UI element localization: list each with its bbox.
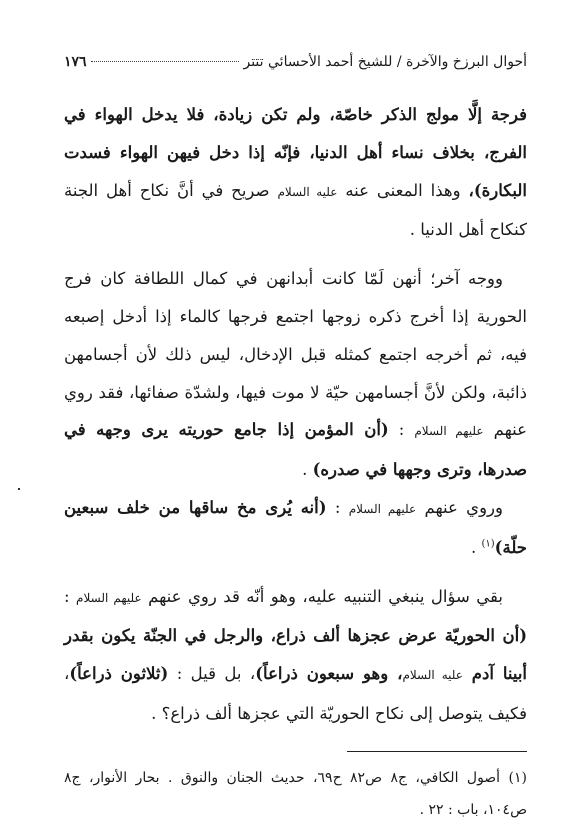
paragraph — [64, 96, 527, 249]
honorific-mark: عليهم السلام — [76, 590, 142, 605]
paragraph — [64, 489, 527, 567]
running-title: أحوال البرزخ والآخرة / للشيخ أحمد الأحسائي تتتر — [243, 54, 527, 70]
text-run: : — [64, 586, 77, 606]
main-text — [64, 96, 527, 733]
scan-speck — [18, 488, 20, 490]
text-run: صريح في أنَّ نكاح أهل الجنة كنكاح أهل الدنيا . — [64, 180, 527, 240]
paragraph — [64, 260, 527, 489]
quoted-hadith: فرجة إلَّا مولج الذكر خاصّة، ولم تكن زيادة، فلا يدخل الهواء في الفرج، بخلاف نساء أهل الدنيا، فإنّه إذا دخل فيهن الهواء فسدت البكارة)، — [64, 105, 527, 200]
paragraph — [64, 578, 527, 733]
text-run: ، فكيف يتوصل إلى نكاح الحوريّة التي عجزها ألف ذراع؟ . — [64, 664, 527, 723]
quoted-hadith: (أنه يُرى مخ ساقها من خلف سبعين حلّة) — [64, 497, 527, 557]
text-run: . — [302, 460, 313, 480]
text-run: : — [388, 420, 415, 440]
quoted-hadith: (ثلاثون ذراعاً) — [69, 664, 169, 684]
footnote-1: (١) أصول الكافي، ج٨ ص٨٢ ح٦٩، حديث الجنان والنوق . بحار الأنوار، ج٨ ص١٠٤، باب : ٢٢ . — [64, 769, 527, 818]
text-run: . — [470, 537, 482, 557]
footnote-separator — [347, 751, 527, 752]
honorific-mark: عليهم السلام — [414, 424, 484, 439]
page-number: ١٧٦ — [64, 54, 87, 70]
text-run: : — [326, 497, 349, 517]
quoted-hadith: (أن المؤمن إذا جامع حوريته يرى وجهه في صدرها، وترى وجهها في صدره) — [64, 420, 527, 480]
honorific-mark: عليه السلام — [277, 184, 338, 199]
text-run: ، بل قيل : — [168, 664, 256, 684]
text-run: وروي عنهم — [416, 497, 503, 517]
honorific-mark: عليهم السلام — [348, 501, 417, 516]
quoted-hadith: ، وهو سبعون ذراعاً) — [255, 664, 403, 684]
header-leader-dots — [91, 61, 240, 62]
quoted-hadith: (أن الحوريّة عرض عجزها ألف ذراع، والرجل في الجنّة يكون بقدر أبينا آدم — [64, 626, 527, 684]
honorific-mark: عليه السلام — [402, 668, 463, 683]
footnote-reference[interactable]: (١) — [481, 538, 495, 550]
footnotes — [64, 762, 527, 826]
text-run: ووجه آخر؛ أنهن لَمّا كانت أبدانهن في كمال اللطافة كان فرج الحورية إذا أخرج ذكره زوجها اجتمع فرجها كالماء إذا أدخل إصبعه فيه، ثم أخرجه اجتمع كمثله قبل الإدخال، ليس ذلك لأن أجسامهن ذائبة، ولكن لأنَّ أجسامهن حيّة لا موت فيها، ولشدّة صفائها، فقد روي عنهم — [64, 269, 527, 440]
text-run: وهذا المعنى عنه — [337, 180, 469, 200]
text-run: بقي سؤال ينبغي التنبيه عليه، وهو أنّه قد روي عنهم — [141, 586, 503, 606]
running-header — [64, 52, 527, 72]
